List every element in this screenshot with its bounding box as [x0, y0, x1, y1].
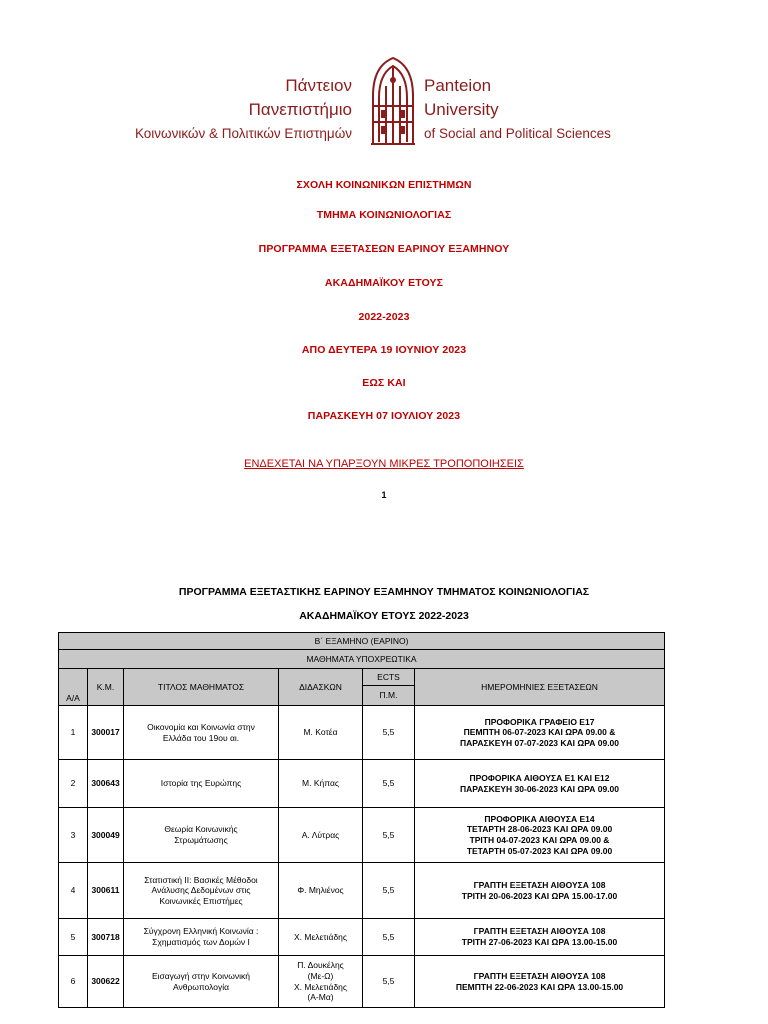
row-title-line: Σύγχρονη Ελληνική Κοινωνία :: [143, 926, 259, 937]
schedule-title: ΠΡΟΓΡΑΜΜΑ ΕΞΕΤΑΣΤΙΚΗΣ ΕΑΡΙΝΟΥ ΕΞΑΜΗΝΟΥ ΤΜΗΜΑΤΟΣ ΚΟΙΝΩΝΙΟΛΟΓΙΑΣ: [178, 586, 590, 598]
row-title-line: Ελλάδα του 19ου αι.: [162, 732, 240, 743]
row-dates: [415, 863, 665, 919]
row-ects: 5,5: [363, 956, 415, 1008]
academic-year-label: ΑΚΑΔΗΜΑΪΚΟΥ ΕΤΟΥΣ: [324, 277, 444, 289]
row-aa: 1: [59, 706, 88, 760]
start-date: ΑΠΟ ΔΕΥΤΕΡΑ 19 ΙΟΥΝΙΟΥ 2023: [301, 344, 467, 356]
table-row: [59, 706, 665, 760]
schedule-year: ΑΚΑΔΗΜΑΪΚΟΥ ΕΤΟΥΣ 2022-2023: [299, 610, 469, 622]
header-title: ΤΙΤΛΟΣ ΜΑΘΗΜΑΤΟΣ: [124, 669, 279, 706]
row-dates: [415, 919, 665, 956]
row-title-line: Στρωμάτωσης: [174, 835, 228, 845]
row-ects: 5,5: [363, 919, 415, 956]
row-date-line: ΤΕΤΑΡΤΗ 28-06-2023 ΚΑΙ ΩΡΑ 09.00: [466, 824, 613, 835]
row-title: [124, 863, 279, 919]
row-code: 300622: [88, 956, 124, 1008]
row-date-line: ΓΡΑΠΤΗ ΕΞΕΤΑΣΗ ΑΙΘΟΥΣΑ 108: [473, 926, 606, 937]
row-title-line: Οικονομία και Κοινωνία στην: [147, 721, 255, 732]
table-row: [59, 919, 665, 956]
row-code: 300643: [88, 760, 124, 808]
row-date-line: ΤΕΤΑΡΤΗ 05-07-2023 ΚΑΙ ΩΡΑ 09.00: [466, 845, 613, 856]
row-title-line: Ανθρωπολογία: [172, 981, 230, 992]
row-date-line: ΠΕΜΠΤΗ 06-07-2023 ΚΑΙ ΩΡΑ 09.00 &: [463, 727, 616, 738]
row-title-line: Ανάλυσης Δεδομένων στις: [151, 885, 251, 896]
row-instructor-line: Μ. Κήπας: [302, 778, 339, 789]
table-row: [59, 956, 665, 1008]
table-row: [59, 760, 665, 808]
row-ects: 5,5: [363, 760, 415, 808]
row-code: 300049: [88, 808, 124, 863]
row-code: 300718: [88, 919, 124, 956]
row-date-line: ΤΡΙΤΗ 27-06-2023 ΚΑΙ ΩΡΑ 13.00-15.00: [461, 937, 618, 947]
header-ects-bottom: Π.Μ.: [379, 689, 398, 700]
row-dates: [415, 808, 665, 863]
row-instructor: [279, 706, 363, 760]
header-code: Κ.Μ.: [88, 669, 124, 706]
header-ects-top: ECTS: [363, 670, 414, 686]
table-row: [59, 863, 665, 919]
row-dates: [415, 706, 665, 760]
row-title-line: Ιστορία της Ευρώπης: [160, 778, 242, 789]
program-title: ΠΡΟΓΡΑΜΜΑ ΕΞΕΤΑΣΕΩΝ ΕΑΡΙΝΟΥ ΕΞΑΜΗΝΟΥ: [258, 243, 510, 255]
logo-english-subtitle: of Social and Political Sciences: [424, 126, 611, 141]
logo-english-name: Panteion: [424, 76, 492, 95]
row-instructor: [279, 919, 363, 956]
row-dates: [415, 956, 665, 1008]
until-label: ΕΩΣ ΚΑΙ: [362, 377, 406, 389]
row-title-line: Σχηματισμός των Δομών Ι: [152, 937, 250, 947]
row-instructor-line: Χ. Μελετιάδης: [293, 931, 348, 942]
header-dates: ΗΜΕΡΟΜΗΝΙΕΣ ΕΞΕΤΑΣΕΩΝ: [415, 669, 665, 706]
semester-row: Β΄ ΕΞΑΜΗΝΟ (ΕΑΡΙΝΟ): [59, 633, 665, 650]
row-aa: 4: [59, 863, 88, 919]
school-name: ΣΧΟΛΗ ΚΟΙΝΩΝΙΚΩΝ ΕΠΙΣΤΗΜΩΝ: [296, 179, 472, 191]
row-date-line: ΠΡΟΦΟΡΙΚΑ ΑΙΘΟΥΣΑ Ε1 ΚΑΙ Ε12: [469, 772, 610, 783]
row-title: [124, 760, 279, 808]
end-date: ΠΑΡΑΣΚΕΥΗ 07 ΙΟΥΛΙΟΥ 2023: [307, 410, 461, 422]
row-date-line: ΓΡΑΠΤΗ ΕΞΕΤΑΣΗ ΑΙΘΟΥΣΑ 108: [473, 879, 606, 890]
header-ects: [363, 669, 415, 706]
row-date-line: ΠΡΟΦΟΡΙΚΑ ΓΡΑΦΕΙΟ Ε17: [484, 716, 595, 727]
row-ects: 5,5: [363, 706, 415, 760]
row-title-line: Θεωρία Κοινωνικής: [164, 824, 238, 835]
row-instructor-line: Α. Λύτρας: [301, 829, 340, 840]
row-instructor: [279, 956, 363, 1008]
row-date-line: ΠΡΟΦΟΡΙΚΑ ΑΙΘΟΥΣΑ Ε14: [484, 813, 595, 824]
row-title-line: Εισαγωγή στην Κοινωνική: [151, 970, 251, 981]
row-date-line: ΓΡΑΠΤΗ ΕΞΕΤΑΣΗ ΑΙΘΟΥΣΑ 108: [473, 970, 606, 981]
row-dates: [415, 760, 665, 808]
department-name: ΤΜΗΜΑ ΚΟΙΝΩΝΙΟΛΟΓΙΑΣ: [316, 209, 452, 221]
category-row: ΜΑΘΗΜΑΤΑ ΥΠΟΧΡΕΩΤΙΚΑ: [59, 650, 665, 669]
row-code: 300017: [88, 706, 124, 760]
row-instructor-line: Μ. Κοτέα: [303, 727, 338, 738]
row-instructor: [279, 760, 363, 808]
row-aa: 6: [59, 956, 88, 1008]
row-title: [124, 706, 279, 760]
row-instructor-line: (Με-Ω): [307, 970, 334, 981]
university-logo: [134, 56, 611, 146]
exam-schedule-table: [58, 632, 665, 1008]
changes-notice: ΕΝΔΕΧΕΤΑΙ ΝΑ ΥΠΑΡΞΟΥΝ ΜΙΚΡΕΣ ΤΡΟΠΟΠΟΙΗΣΕΙΣ: [244, 458, 524, 470]
row-instructor-line: Φ. Μηλιένος: [297, 885, 344, 896]
row-instructor: [279, 863, 363, 919]
row-date-line: ΠΑΡΑΣΚΕΥΗ 30-06-2023 ΚΑΙ ΩΡΑ 09.00: [460, 783, 620, 794]
row-title-line: Στατιστική ΙΙ: Βασικές Μέθοδοι: [144, 874, 258, 885]
row-title: [124, 956, 279, 1008]
header-row: [59, 669, 665, 706]
row-date-line: ΤΡΙΤΗ 04-07-2023 ΚΑΙ ΩΡΑ 09.00 &: [469, 835, 610, 845]
row-title: [124, 919, 279, 956]
logo-greek-subtitle: Κοινωνικών & Πολιτικών Επιστημών: [134, 126, 352, 141]
row-date-line: ΠΕΜΠΤΗ 22-06-2023 ΚΑΙ ΩΡΑ 13.00-15.00: [455, 981, 624, 992]
row-date-line: ΠΑΡΑΣΚΕΥΗ 07-07-2023 ΚΑΙ ΩΡΑ 09.00: [460, 737, 620, 748]
row-title-line: Κοινωνικές Επιστήμες: [159, 895, 243, 906]
row-ects: 5,5: [363, 808, 415, 863]
header-instructor: ΔΙΔΑΣΚΩΝ: [279, 669, 363, 706]
row-title: [124, 808, 279, 863]
table-row: [59, 808, 665, 863]
university-seal-icon: [369, 56, 417, 146]
row-ects: 5,5: [363, 863, 415, 919]
page-number: 1: [381, 490, 387, 500]
row-instructor-line: Χ. Μελετιάδης: [293, 981, 348, 992]
row-aa: 2: [59, 760, 88, 808]
row-instructor: [279, 808, 363, 863]
row-instructor-line: Π. Δουκέλης: [297, 960, 344, 971]
row-aa: 3: [59, 808, 88, 863]
row-code: 300611: [88, 863, 124, 919]
header-aa: Α/Α: [59, 669, 88, 706]
logo-english-university: University: [424, 100, 499, 119]
academic-year: 2022-2023: [358, 311, 410, 323]
logo-greek-name: Πάντειον: [285, 76, 352, 95]
row-date-line: ΤΡΙΤΗ 20-06-2023 ΚΑΙ ΩΡΑ 15.00-17.00: [461, 890, 618, 901]
row-aa: 5: [59, 919, 88, 956]
logo-greek-university: Πανεπιστήμιο: [248, 100, 352, 119]
row-instructor-line: (Α-Μα): [307, 992, 334, 1003]
